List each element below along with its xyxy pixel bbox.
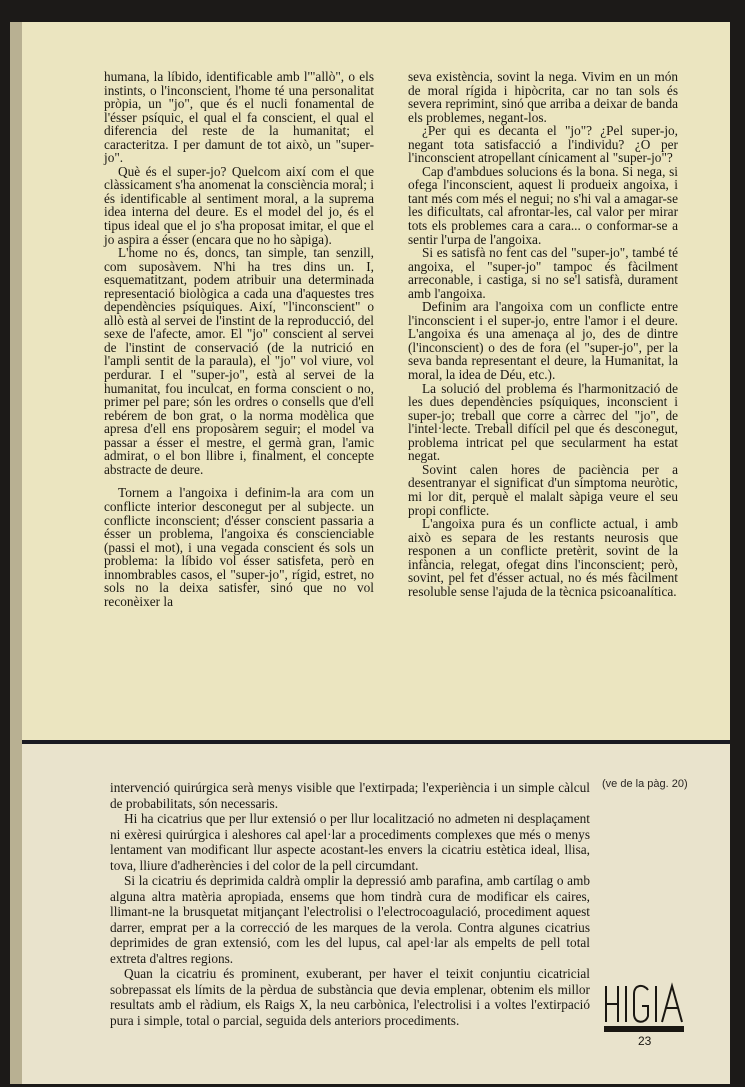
paragraph: intervenció quirúrgica serà menys visible que l'extirpada; l'experiència i un simple càlcul de probabilitats, són necessaris. — [110, 780, 590, 811]
higia-logo — [602, 982, 688, 1038]
paragraph: Què és el super-jo? Quelcom així com el que clàssicament s'ha anomenat la consciència moral; i és identificable al sentiment moral, a la suprema idea interna del deure. Es el model del jo, és el tipus ideal que el jo s'ha proposat imitar, el que el jo aspira a ésser (encara que no ho sàpiga). — [104, 163, 374, 247]
paragraph: L'home no és, doncs, tan simple, tan senzill, com suposàvem. N'hi ha tres dins un. I, esquematitzant, podem atribuir una determinada representació biològica a cada una d'aquestes tres dependències psíquiques. Així, "l'inconscient" o allò està al servei de l'instint de la reproducció, del sexe de l'afecte, amor. El "jo" conscient al servei de l'instint de conservació (de la nutrició en l'ampli sentit de la paraula), el "jo" vol viure, vol perdurar. I el "super-jo", està al servei de la humanitat, fou inculcat, en forma conscient o no, primer pel pare; són les ordres o consells que d'ell rebérem de bon grat, o la norma modèlica que apresa d'ell ens proposàrem seguir; el model va passar a ésser el mestre, el germà gran, l'amic admirat, o el bon llibre i, finalment, el concepte abstracte de deure. — [104, 245, 374, 477]
paragraph: Sovint calen hores de paciència per a desentranyar el significat d'un símptoma neuròtic, mi lor dit, perquè el malalt sàpiga veure el seu propi conflicte. — [408, 461, 678, 518]
paragraph: Definim ara l'angoixa com un conflicte entre l'inconscient i el super-jo, entre l'amor i el deure. L'angoixa és una amenaça al jo, des de dintre (l'inconscient) o des de fora (el "super-jo", per la seva banda representant el deure, la Humanitat, la moral, la idea de Déu, etc.). — [408, 299, 678, 383]
binding-edge — [10, 22, 22, 1084]
paragraph: Hi ha cicatrius que per llur extensió o per llur localització no admeten ni desplaçament ni exèresi quirúrgica i aleshores cal apel·lar a procediments complexes que més o menys lentament van modificant llur aspecte acostant-les envers la cicatriu estètica ideal, llisa, tova, lliure d'adherències i del color de la pell circumdant. — [110, 811, 590, 873]
paragraph: ¿Per qui es decanta el "jo"? ¿Pel super-jo, negant tota satisfacció a l'individu? ¿O per l'inconscient atropellant cínicament al "super-jo"? — [408, 123, 678, 166]
page-number: 23 — [638, 1034, 652, 1048]
article-panel — [22, 22, 730, 744]
paragraph-italic: La solució del problema és l'harmonització de les dues dependències psíquiques, inconscient i super-jo; treball que corre a càrrec del "jo", de l'intel·lecte. Treball difícil pel que és desconegut, problema intricat pel que secularment ha estat negat. — [408, 380, 678, 464]
paragraph: Quan la cicatriu és prominent, exuberant, per haver el teixit conjuntiu cicatricial sobrepassat els límits de la pèrdua de substància que devia emplenar, obtenim els millor resultats amb el ràdium, els Raigs X, la neu carbònica, l'electrolisi i a voltes l'extirpació pura i simple, total o parcial, seguida dels anteriors procediments. — [110, 966, 590, 1028]
article-column-right — [408, 70, 678, 598]
paragraph: Si es satisfà no fent cas del "super-jo", també té angoixa, el "super-jo" tampoc és fàcilment arreconable, i castiga, si no se'l satisfà, durament amb l'angoixa. — [408, 245, 678, 301]
paragraph: humana, la líbido, identificable amb l'"allò", o els instints, o l'inconscient, l'home té una personalitat pròpia, un "jo", que és el nucli fonamental de l'ésser psíquic, el qual el fa conscient, el qual el diferencia del reste de la humanitat; el caracteritza. I per damunt de tot això, un "super-jo". — [104, 69, 374, 166]
paragraph: Tornem a l'angoixa i definim-la ara com un conflicte interior desconegut per al subjecte. un conflicte inconscient; d'ésser conscient passaria a ésser un problema, l'angoixa és conscienciable (passi el mot), i una vegada conscient és sols un problema: la líbido vol ésser satisfeta, però en innombrables casos, el "super-jo", rígid, estret, no sols no la deixa satisfer, sinó que no vol reconèixer la — [104, 485, 374, 609]
continued-from-note: (ve de la pàg. 20) — [602, 778, 688, 790]
magazine-page — [10, 22, 730, 1084]
paragraph: Cap d'ambdues solucions és la bona. Si nega, si ofega l'inconscient, aquest li produeix angoixa, i tant més com més el negui; no s'hi val a amagar-se les dificultats, cal afrontar-les, cal valor per mirar tots els problemes cara a cara... o conformar-se a sentir l'urpa de l'angoixa. — [408, 163, 678, 247]
paragraph: seva existència, sovint la nega. Vivim en un món de moral rígida i hipòcrita, car no tan sols és severa reprimint, sinó que arriba a deixar de banda els problemes, negant-los. — [408, 69, 678, 125]
article-column-left — [104, 70, 374, 608]
paragraph: L'angoixa pura és un conflicte actual, i amb això es separa de les restants neurosis que responen a un conflicte pretèrit, sovint de la infància, relegat, ofegat dins l'inconscient; però, sovint, pel fet d'ésser actual, no és més fàcilment resoluble sense l'ajuda de la tècnica psicoanalítica. — [408, 516, 678, 599]
continued-article — [110, 780, 590, 1028]
paragraph: Si la cicatriu és deprimida caldrà omplir la depressió amb parafina, amb cartílag o amb alguna altra matèria apropiada, ensems que hom tindrà cura de modificar els caires, llimant-ne la brusquetat mitjançant l'electrolisi o l'electrocoagulació, procediment aquest darrer, emprat per a la correcció de les marques de la verola. Contra algunes cicatrius deprimides de gran extensió, com les del lupus, cal apel·lar als empelts de pell total extreta d'altres regions. — [110, 873, 590, 966]
